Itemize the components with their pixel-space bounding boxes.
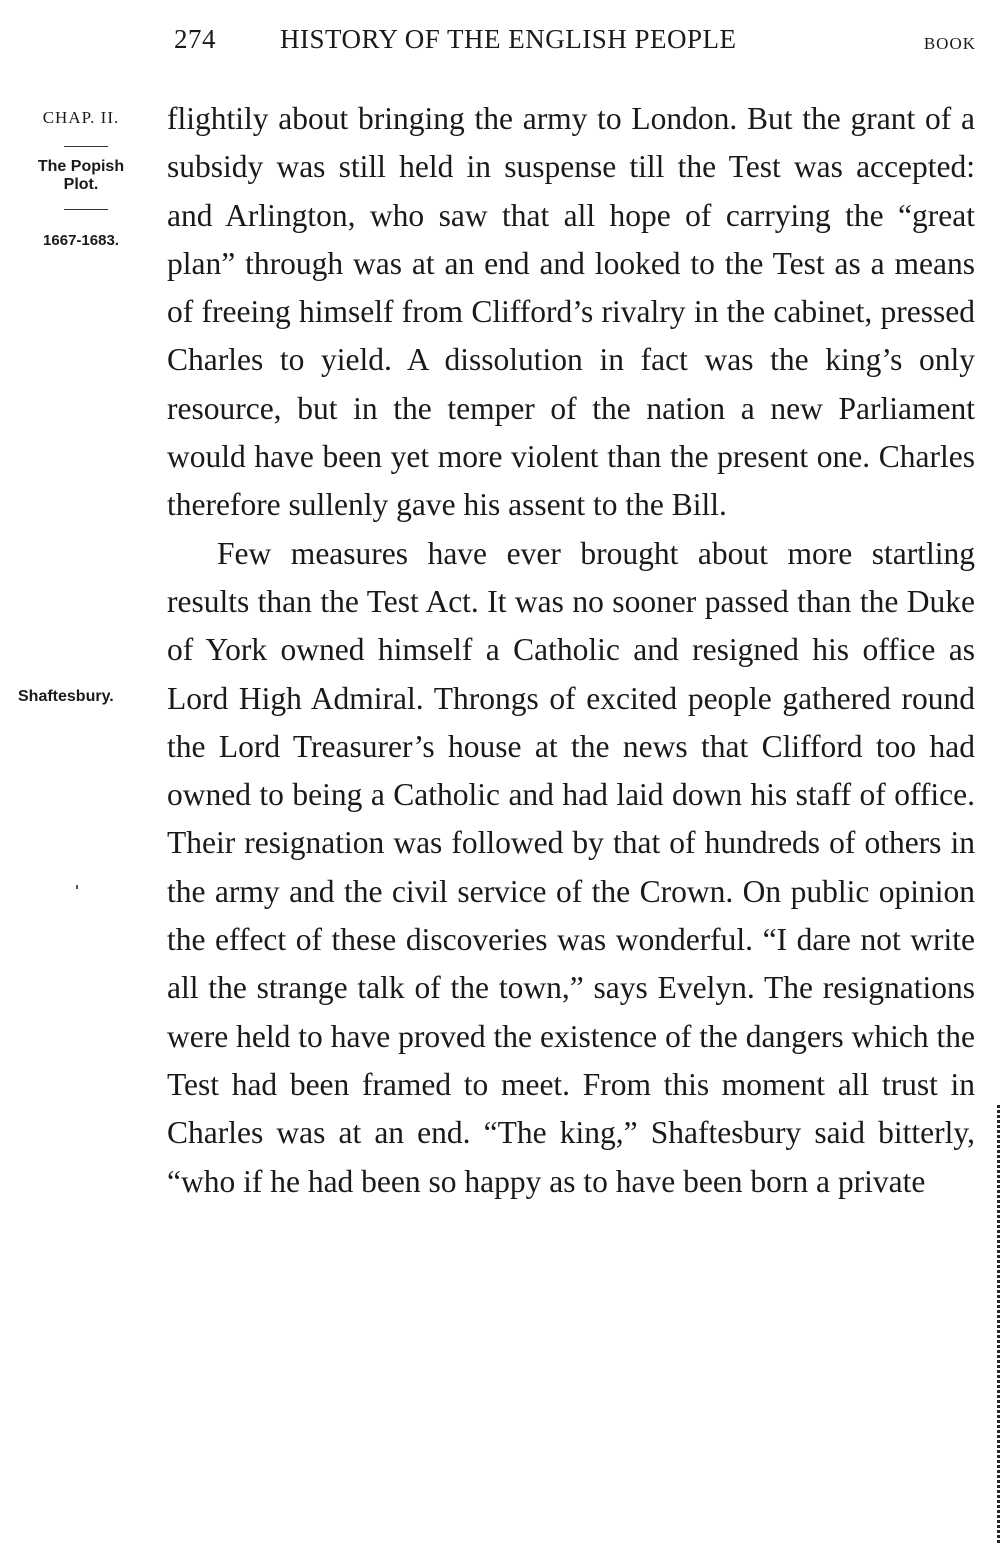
margin-rule-bottom [64,209,108,210]
scan-speck [76,885,78,889]
margin-topic: The Popish Plot. [37,158,125,193]
margin-side-note: Shaftesbury. [18,688,114,705]
book-label: BOOK [923,34,976,53]
margin-rule-top [64,146,108,147]
margin-chapter: CHAP. II. [42,108,120,127]
running-title: HISTORY OF THE ENGLISH PEOPLE [280,24,737,54]
body-text [167,95,975,1206]
paragraph: Few measures have ever brought about more startling results than the Test Act. It was no sooner passed than the Duke of York owned himself a Catholic and resigned his office as Lord High Admiral. Throngs of excited people gathered round the Lord Treasurer’s house at the news that Clifford too had owned to being a Catholic and had laid down his staff of office. Their resignation was followed by that of hundreds of others in the army and the civil service of the Crown. On public opinion the effect of these discoveries was wonderful. “I dare not write all the strange talk of the town,” says Evelyn. The resignations were held to have proved the existence of the dangers which the Test had been framed to meet. From this moment all trust in Charles was at an end. “The king,” Shaftesbury said bitterly, “who if he had been so happy as to have been born a private [167,535,975,1199]
paragraph-continued: flightily about bringing the army to London. But the grant of a subsidy was still held in suspense till the Test was accepted: and Arlington, who saw that all hope of carrying the “great plan” through was at an end and looked to the Test as a means of freeing himself from Clifford’s rivalry in the cabinet, pressed Charles to yield. A dissolution in fact was the king’s only resource, but in the temper of the nation a new Parliament would have been yet more violent than the present one. Charles therefore sullenly gave his assent to the Bill. [167,101,975,523]
running-header [172,22,978,62]
margin-dates: 1667-1683. [43,232,119,249]
page-number: 274 [174,24,216,54]
